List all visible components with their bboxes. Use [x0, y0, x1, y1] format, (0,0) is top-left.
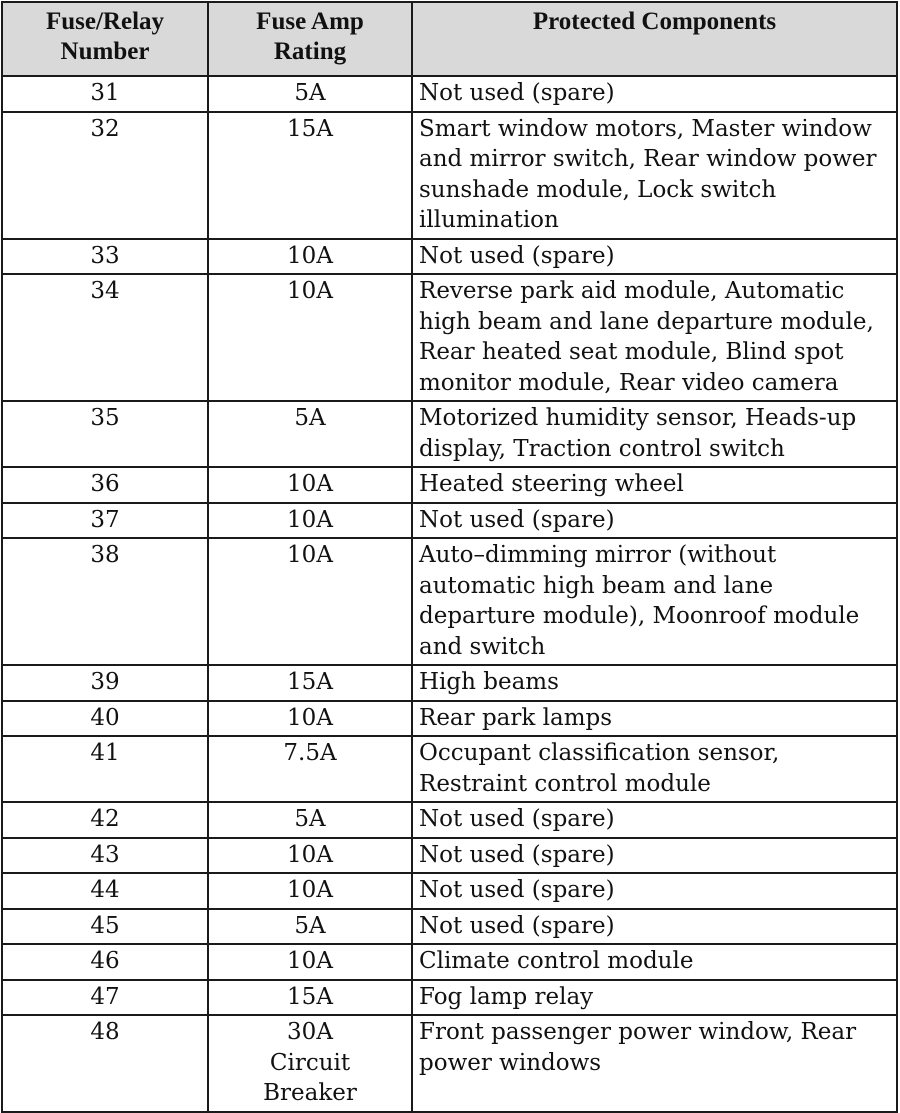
table-row — [2, 838, 897, 874]
protected-components-cell-text: Not used (spare) — [419, 877, 615, 903]
protected-components-cell-text: Front passenger power window, Rear power windows — [419, 1019, 857, 1076]
amp-rating-cell-text: 10A — [287, 841, 333, 868]
protected-components-cell — [412, 76, 897, 112]
header-fuse-relay-number: Fuse/Relay Number — [2, 2, 208, 76]
table-row — [2, 873, 897, 909]
fuse-table — [1, 1, 898, 1113]
fuse-number-cell — [2, 838, 208, 874]
fuse-number-cell — [2, 980, 208, 1016]
fuse-number-cell-text: 42 — [90, 806, 120, 832]
amp-rating-cell — [208, 736, 412, 802]
protected-components-cell — [412, 239, 897, 275]
fuse-number-cell-text: 36 — [90, 471, 120, 497]
protected-components-cell-text: Fog lamp relay — [419, 983, 594, 1010]
fuse-number-cell-text: 33 — [90, 242, 120, 269]
amp-rating-cell-text: 5A — [294, 912, 326, 939]
amp-rating-cell — [208, 701, 412, 737]
protected-components-cell — [412, 909, 897, 945]
protected-components-cell — [412, 873, 897, 909]
amp-rating-cell-text: 10A — [287, 471, 333, 497]
amp-rating-cell-text: 5A — [294, 806, 326, 832]
fuse-number-cell-text: 31 — [90, 80, 120, 106]
header-protected-components: Protected Components — [412, 2, 897, 76]
table-row — [2, 467, 897, 503]
protected-components-cell-text: Reverse park aid module, Automatic high beam and lane departure module, Rear heated seat module, Blind spot monitor module, Rear video camera — [419, 278, 874, 396]
fuse-number-cell-text: 48 — [90, 1019, 120, 1045]
amp-rating-cell-text: 10A — [287, 506, 333, 533]
amp-rating-cell — [208, 1015, 412, 1112]
header-row — [2, 2, 897, 76]
table-row — [2, 1015, 897, 1112]
protected-components-cell-text: Not used (spare) — [419, 912, 615, 939]
fuse-number-cell-text: 46 — [90, 948, 120, 974]
table-header — [2, 2, 897, 76]
fuse-number-cell — [2, 873, 208, 909]
amp-rating-cell-text: 10A — [287, 948, 333, 974]
fuse-number-cell — [2, 503, 208, 539]
fuse-number-cell — [2, 538, 208, 665]
fuse-number-cell-text: 45 — [90, 912, 120, 939]
protected-components-cell-text: Not used (spare) — [419, 506, 615, 533]
amp-rating-cell-text: 30A Circuit Breaker — [263, 1019, 357, 1106]
protected-components-cell-text: Climate control module — [419, 948, 694, 974]
protected-components-cell-text: Smart window motors, Master window and mirror switch, Rear window power sunshade module, Lock switch illumination — [419, 115, 877, 233]
table-row — [2, 76, 897, 112]
amp-rating-cell — [208, 274, 412, 401]
fuse-number-cell-text: 34 — [90, 278, 120, 304]
protected-components-cell-text: High beams — [419, 669, 559, 695]
table-row — [2, 503, 897, 539]
fuse-number-cell-text: 39 — [90, 669, 120, 695]
protected-components-cell — [412, 701, 897, 737]
protected-components-cell — [412, 274, 897, 401]
amp-rating-cell-text: 10A — [287, 278, 333, 304]
fuse-number-cell-text: 37 — [90, 506, 120, 533]
fuse-number-cell — [2, 401, 208, 467]
fuse-number-cell — [2, 467, 208, 503]
table-row — [2, 239, 897, 275]
table-row — [2, 274, 897, 401]
fuse-number-cell-text: 47 — [90, 983, 120, 1010]
amp-rating-cell — [208, 467, 412, 503]
fuse-number-cell — [2, 802, 208, 838]
fuse-number-cell-text: 32 — [90, 115, 120, 142]
table-row — [2, 802, 897, 838]
header-fuse-amp-rating: Fuse Amp Rating — [208, 2, 412, 76]
protected-components-cell-text: Rear park lamps — [419, 704, 613, 731]
protected-components-cell-text: Motorized humidity sensor, Heads-up display, Traction control switch — [419, 405, 857, 462]
amp-rating-cell — [208, 538, 412, 665]
protected-components-cell-text: Occupant classification sensor, Restraint control module — [419, 740, 780, 797]
amp-rating-cell-text: 15A — [287, 115, 333, 142]
protected-components-cell — [412, 467, 897, 503]
amp-rating-cell-text: 10A — [287, 704, 333, 731]
fuse-number-cell — [2, 736, 208, 802]
table-row — [2, 538, 897, 665]
amp-rating-cell — [208, 980, 412, 1016]
fuse-number-cell — [2, 909, 208, 945]
table-row — [2, 944, 897, 980]
fuse-number-cell-text: 35 — [90, 405, 120, 431]
fuse-number-cell — [2, 665, 208, 701]
protected-components-cell-text: Not used (spare) — [419, 80, 615, 106]
protected-components-cell-text: Not used (spare) — [419, 806, 615, 832]
table-body — [2, 76, 897, 1112]
amp-rating-cell — [208, 665, 412, 701]
table-row — [2, 665, 897, 701]
amp-rating-cell-text: 7.5A — [283, 740, 337, 766]
table-row — [2, 909, 897, 945]
table-row — [2, 736, 897, 802]
table-row — [2, 701, 897, 737]
amp-rating-cell-text: 15A — [287, 983, 333, 1010]
protected-components-cell — [412, 944, 897, 980]
fuse-number-cell — [2, 239, 208, 275]
fuse-number-cell-text: 43 — [90, 841, 120, 868]
amp-rating-cell-text: 15A — [287, 669, 333, 695]
amp-rating-cell — [208, 503, 412, 539]
amp-rating-cell-text: 10A — [287, 542, 333, 568]
fuse-number-cell-text: 40 — [90, 704, 120, 731]
amp-rating-cell — [208, 944, 412, 980]
amp-rating-cell-text: 5A — [294, 80, 326, 106]
amp-rating-cell — [208, 909, 412, 945]
protected-components-cell — [412, 980, 897, 1016]
amp-rating-cell-text: 10A — [287, 877, 333, 903]
table-row — [2, 401, 897, 467]
protected-components-cell — [412, 665, 897, 701]
amp-rating-cell — [208, 838, 412, 874]
amp-rating-cell — [208, 112, 412, 239]
protected-components-cell — [412, 736, 897, 802]
protected-components-cell-text: Not used (spare) — [419, 242, 615, 269]
amp-rating-cell-text: 5A — [294, 405, 326, 431]
protected-components-cell-text: Auto–dimming mirror (without automatic high beam and lane departure module), Moonroof module and switch — [419, 542, 860, 660]
amp-rating-cell — [208, 401, 412, 467]
amp-rating-cell — [208, 802, 412, 838]
protected-components-cell — [412, 538, 897, 665]
fuse-number-cell — [2, 701, 208, 737]
protected-components-cell — [412, 1015, 897, 1112]
amp-rating-cell — [208, 873, 412, 909]
fuse-number-cell — [2, 1015, 208, 1112]
protected-components-cell — [412, 401, 897, 467]
protected-components-cell — [412, 503, 897, 539]
protected-components-cell — [412, 838, 897, 874]
table-row — [2, 980, 897, 1016]
fuse-number-cell-text: 38 — [90, 542, 120, 568]
table-row — [2, 112, 897, 239]
fuse-number-cell — [2, 112, 208, 239]
fuse-number-cell-text: 41 — [90, 740, 120, 766]
protected-components-cell-text: Heated steering wheel — [419, 471, 684, 497]
protected-components-cell — [412, 802, 897, 838]
fuse-number-cell — [2, 274, 208, 401]
amp-rating-cell — [208, 76, 412, 112]
fuse-number-cell — [2, 944, 208, 980]
protected-components-cell-text: Not used (spare) — [419, 841, 615, 868]
amp-rating-cell — [208, 239, 412, 275]
protected-components-cell — [412, 112, 897, 239]
amp-rating-cell-text: 10A — [287, 242, 333, 269]
fuse-number-cell-text: 44 — [90, 877, 120, 903]
fuse-number-cell — [2, 76, 208, 112]
